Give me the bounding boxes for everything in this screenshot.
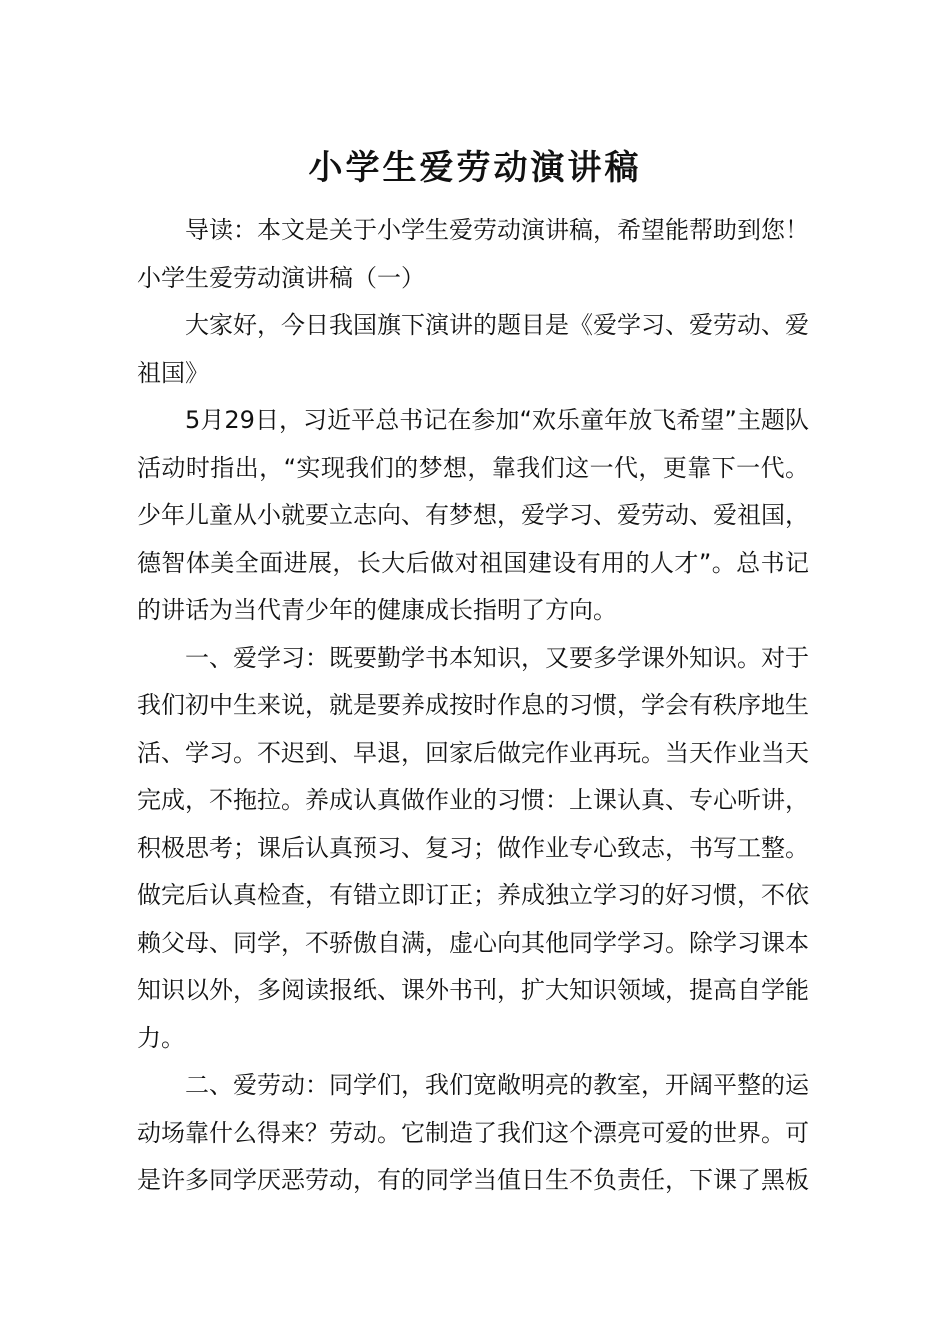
- paragraph-love-learning: 一、爱学习：既要勤学书本知识，又要多学课外知识。对于我们初中生来说，就是要养成按时作息的习惯，学会有秩序地生活、学习。不迟到、早退，回家后做完作业再玩。当天作业当天完成，不拖拉。养成认真做作业的习惯：上课认真、专心听讲，积极思考；课后认真预习、复习；做作业专心致志，书写工整。做完后认真检查，有错立即订正；养成独立学习的好习惯，不依赖父母、同学，不骄傲自满，虚心向其他同学学习。除学习课本知识以外，多阅读报纸、课外书刊，扩大知识领域，提高自学能力。: [137, 643, 809, 1052]
- document-title: 小学生爱劳动演讲稿: [308, 148, 642, 188]
- paragraph-greeting: 大家好，今日我国旗下演讲的题目是《爱学习、爱劳动、爱祖国》: [137, 311, 809, 387]
- document-body: [137, 207, 809, 1205]
- paragraph-intro: 导读：本文是关于小学生爱劳动演讲稿，希望能帮助到您！: [185, 216, 809, 244]
- paragraph-love-labor: 二、爱劳动：同学们，我们宽敞明亮的教室，开阔平整的运动场靠什么得来？劳动。它制造了我们这个漂亮可爱的世界。可是许多同学厌恶劳动，有的同学当值日生不负责任，下课了黑板: [137, 1071, 809, 1194]
- paragraph-quote: 5月29日，习近平总书记在参加“欢乐童年放飞希望”主题队活动时指出，“实现我们的梦想，靠我们这一代，更靠下一代。少年儿童从小就要立志向、有梦想，爱学习、爱劳动、爱祖国，德智体美全面进展，长大后做对祖国建设有用的人才”。总书记的讲话为当代青少年的健康成长指明了方向。: [137, 406, 809, 624]
- section-heading: 小学生爱劳动演讲稿（一）: [137, 263, 425, 292]
